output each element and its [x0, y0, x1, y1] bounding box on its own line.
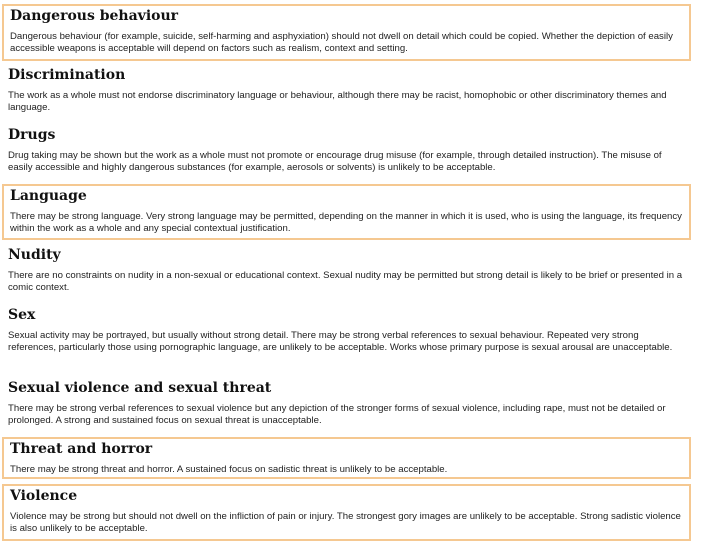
section-text: There are no constraints on nudity in a non-sexual or educational context. Sexual nudity may be permitted but strong detail is likely to be brief or presented in a comic context.	[8, 270, 683, 293]
section-title: Discrimination	[8, 67, 126, 83]
section-text: Drug taking may be shown but the work as a whole must not promote or encourage drug misuse (for example, through detailed instruction). The misuse of easily accessible and highly dangerous substances (for example, aerosols or solvents) is unlikely to be acceptable.	[8, 150, 662, 173]
section-text: The work as a whole must not endorse discriminatory language or behaviour, although there may be racist, homophobic or other discriminatory themes and language.	[8, 90, 667, 113]
section-title: Sexual violence and sexual threat	[8, 380, 272, 396]
section-title: Sex	[8, 307, 36, 323]
section-title: Dangerous behaviour	[10, 8, 179, 24]
section-violence	[2, 484, 691, 541]
section-nudity	[2, 247, 691, 299]
section-title: Violence	[10, 488, 78, 504]
section-drugs	[2, 127, 691, 181]
section-text: Dangerous behaviour (for example, suicide, self-harming and asphyxiation) should not dwell on detail which could be copied. Whether the depiction of easily accessible weapons is acceptable will depend on factors such as realism, context and setting.	[10, 31, 673, 54]
section-title: Language	[10, 188, 87, 204]
section-threat-and-horror	[2, 437, 691, 479]
section-dangerous-behaviour	[2, 4, 691, 61]
section-text: There may be strong language. Very strong language may be permitted, depending on the manner in which it is used, who is using the language, its frequency within the work as a whole and any special contextual justification.	[10, 211, 682, 234]
section-text: Sexual activity may be portrayed, but usually without strong detail. There may be strong verbal references to sexual behaviour. Repeated very strong references, particularly those using pornographic language, are unlikely to be acceptable. Works whose primary purpose is sexual arousal are unacceptable.	[8, 330, 673, 353]
section-text: There may be strong threat and horror. A sustained focus on sadistic threat is unlikely to be acceptable.	[10, 464, 448, 475]
section-sexual-violence	[2, 380, 691, 434]
section-title: Nudity	[8, 247, 61, 263]
section-sex	[2, 307, 691, 375]
section-language	[2, 184, 691, 240]
section-title: Drugs	[8, 127, 56, 143]
section-text: There may be strong verbal references to sexual violence but any depiction of the stronger forms of sexual violence, including rape, must not be detailed or prolonged. A strong and sustained focus on sexual threat is unacceptable.	[8, 403, 666, 426]
section-title: Threat and horror	[10, 441, 153, 457]
section-text: Violence may be strong but should not dwell on the infliction of pain or injury. The strongest gory images are unlikely to be acceptable. Strong sadistic violence is also unlikely to be acceptable.	[10, 511, 681, 534]
section-discrimination	[2, 67, 691, 119]
